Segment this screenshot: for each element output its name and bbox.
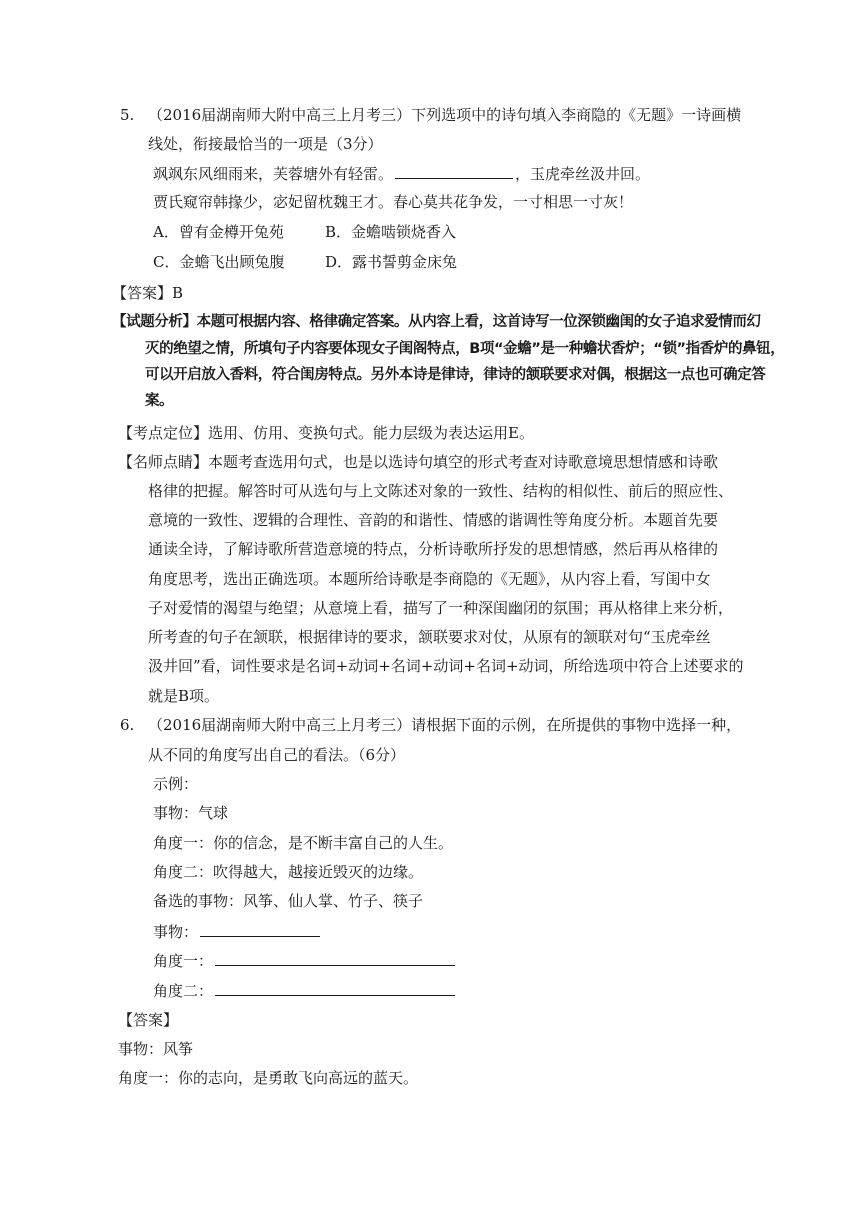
fill-angle1-row	[153, 950, 457, 971]
mingshi-line: 汲井回”看，词性要求是名词+动词+名词+动词+名词+动词，所给选项中符合上述要求的	[148, 657, 744, 675]
q6-answer-thing: 事物：风筝	[118, 1040, 194, 1058]
mingshi-line: 意境的一致性、逻辑的合理性、音韵的和谐性、情感的谐调性等角度分析。本题首先要	[148, 511, 719, 529]
q5-stem-line1: （2016届湖南师大附中高三上月考三）下列选项中的诗句填入李商隐的《无题》一诗画横	[148, 106, 742, 124]
mingshi-line: 通读全诗，了解诗歌所营造意境的特点，分析诗歌所抒发的思想情感，然后再从格律的	[148, 540, 719, 558]
example-thing: 事物：气球	[153, 804, 229, 822]
fill-angle1-label: 角度一：	[153, 952, 214, 970]
fill-angle2-row	[153, 980, 457, 1001]
option-d: D．露书誓剪金床兔	[325, 253, 458, 271]
candidate-things: 备选的事物：风筝、仙人掌、竹子、筷子	[153, 892, 424, 910]
analysis-line: 可以开启放入香料，符合闺房特点。另外本诗是律诗，律诗的颔联要求对偶，根据这一点也可确定答	[145, 367, 766, 383]
analysis-line: 案。	[145, 393, 174, 409]
example-label: 示例：	[153, 775, 199, 793]
analysis-line: 【试题分析】本题可根据内容、格律确定答案。从内容上看，这首诗写一位深锁幽闺的女子追求爱情而幻	[112, 314, 761, 330]
fill-thing-label: 事物：	[153, 923, 199, 941]
q6-answer-label: 【答案】	[118, 1011, 179, 1029]
q6-stem-line2: 从不同的角度写出自己的看法。（6分）	[148, 746, 406, 764]
fill-angle2-label: 角度二：	[153, 982, 214, 1000]
kaodian-line: 【考点定位】选用、仿用、变换句式。能力层级为表达运用E。	[118, 424, 534, 442]
fill-thing-blank	[200, 921, 320, 937]
mingshi-line: 角度思考，选出正确选项。本题所给诗歌是李商隐的《无题》，从内容上看，写闺中女	[148, 570, 711, 588]
analysis-line: 灭的绝望之情，所填句子内容要体现女子闺阁特点，B项“金蟾”是一种蟾状香炉；“锁”指香炉的鼻钮，	[145, 341, 785, 357]
q5-poem-line1	[153, 163, 650, 184]
q6-number: 6.	[120, 716, 135, 734]
mingshi-line: 【名师点睛】本题考查选用句式，也是以选诗句填空的形式考查对诗歌意境思想情感和诗歌	[118, 453, 719, 471]
option-a: A．曾有金樽开兔苑	[153, 223, 284, 241]
poem-fill-blank	[395, 163, 513, 179]
example-angle1: 角度一：你的信念，是不断丰富自己的人生。	[153, 834, 454, 852]
mingshi-line: 就是B项。	[148, 687, 220, 705]
q5-stem-line2: 线处，衔接最恰当的一项是（3分）	[148, 135, 383, 153]
q5-poem-line2: 贾氏窥帘韩掾少，宓妃留枕魏王才。春心莫共花争发，一寸相思一寸灰！	[153, 193, 634, 211]
option-b: B．金蟾啮锁烧香入	[325, 223, 457, 241]
poem-line1-after: ，玉虎牵丝汲井回。	[515, 165, 651, 183]
example-angle2: 角度二：吹得越大，越接近毁灭的边缘。	[153, 863, 424, 881]
q5-answer: 【答案】B	[112, 284, 184, 302]
fill-angle1-blank	[215, 950, 455, 966]
mingshi-line: 子对爱情的渴望与绝望；从意境上看，描写了一种深闺幽闭的氛围；再从格律上来分析，	[148, 599, 734, 617]
mingshi-line: 格律的把握。解答时可从选句与上文陈述对象的一致性、结构的相似性、前后的照应性、	[148, 482, 734, 500]
option-c: C．金蟾飞出顾兔腹	[153, 253, 285, 271]
q5-number: 5.	[120, 106, 135, 124]
fill-angle2-blank	[215, 980, 455, 996]
fill-thing-row	[153, 921, 322, 942]
mingshi-line: 所考查的句子在颔联，根据律诗的要求，颔联要求对仗，从原有的颔联对句“玉虎牵丝	[148, 628, 711, 646]
q6-stem-line1: （2016届湖南师大附中高三上月考三）请根据下面的示例，在所提供的事物中选择一种，	[148, 716, 742, 734]
q6-answer-angle1: 角度一：你的志向，是勇敢飞向高远的蓝天。	[118, 1069, 419, 1087]
poem-line1-before: 飒飒东风细雨来，芙蓉塘外有轻雷。	[153, 165, 394, 183]
